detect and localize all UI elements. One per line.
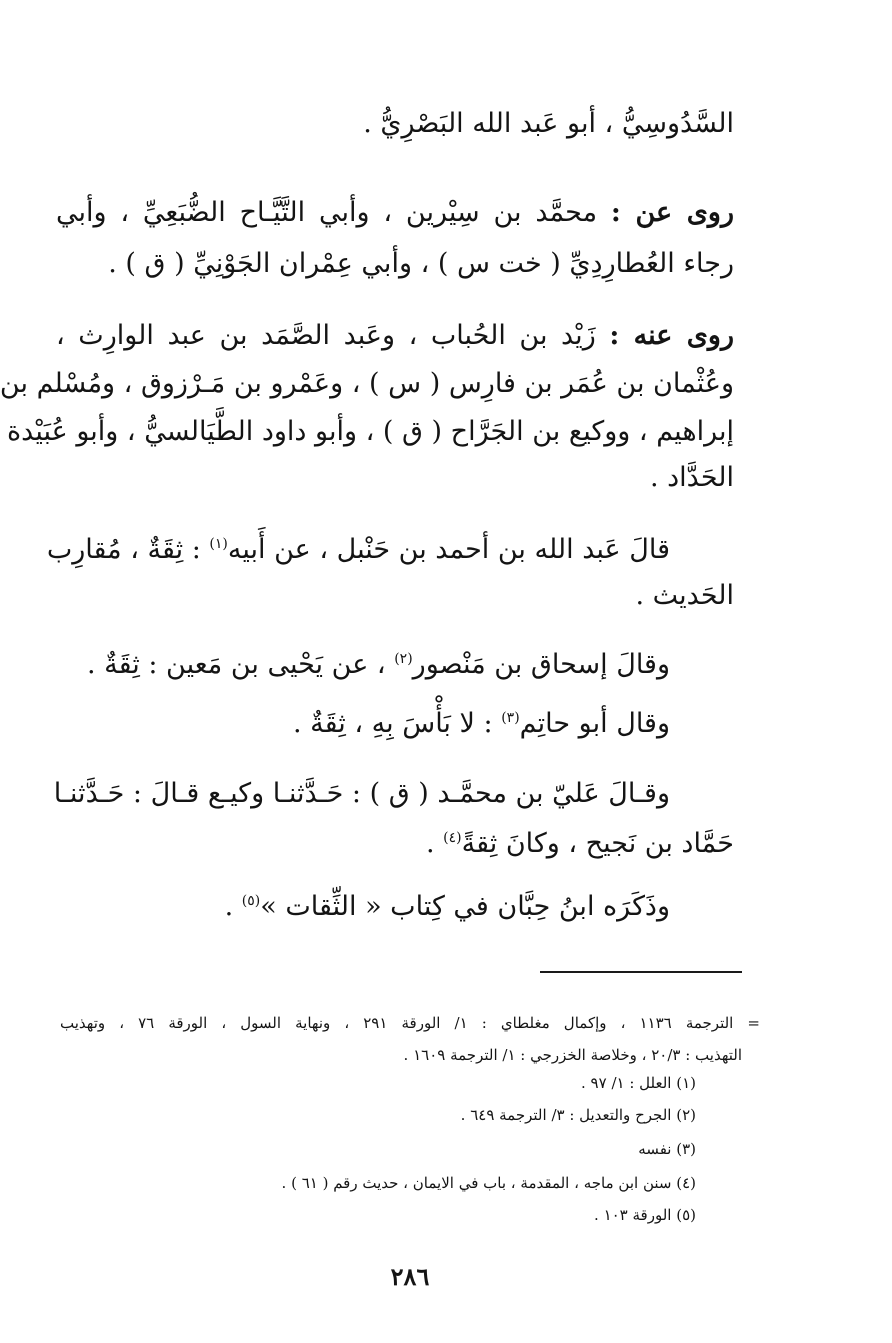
body-line-6: [7, 412, 734, 452]
footnote-3: [638, 1138, 696, 1160]
text: وقالَ إسحاق بن مَنْصور: [412, 649, 670, 680]
footnote-1: [581, 1072, 696, 1094]
body-line-3: [108, 244, 734, 284]
text: رجاء العُطارِدِيِّ ( خت س ) ، وأبي عِمْران الجَوْنِيِّ ( ق ) .: [108, 248, 734, 279]
text: ، عن يَحْيى بن مَعين : ثِقَةٌ .: [86, 649, 395, 680]
text: .: [425, 828, 444, 859]
riwaya-an-label: روى عن :: [610, 197, 735, 228]
text: زَيْد بن الحُباب ، وعَبد الصَّمَد بن عبد الوارِث ،: [56, 320, 596, 351]
text: وقـالَ عَليّ بن محمَّـد ( ق ) : حَـدَّثنـا وكيـع قـالَ : حَـدَّثنـا: [53, 778, 670, 809]
body-line-7: [650, 458, 734, 498]
text: الحَديث .: [635, 580, 734, 611]
body-line-11: [293, 704, 670, 744]
body-line-5: [0, 364, 734, 404]
body-line-14: [225, 887, 670, 927]
text: (٣) نفسه: [638, 1140, 696, 1158]
footnote-continuation-line-1: [60, 1012, 760, 1034]
text: التهذيب : ٢٠/٣ ، وخلاصة الخزرجي : ١/ الترجمة ١٦٠٩ .: [403, 1046, 742, 1064]
footnote-separator: [540, 971, 742, 973]
footnote-ref-5: (٥): [241, 893, 261, 909]
footnote-ref-1: (١): [209, 536, 228, 552]
body-line-9: [635, 576, 734, 616]
text: وقال أبو حاتِم: [519, 708, 670, 739]
body-line-13: [426, 824, 734, 864]
text: (٢) الجرح والتعديل : ٣/ الترجمة ٦٤٩ .: [460, 1106, 696, 1124]
text: حَمَّاد بن نَجيح ، وكانَ ثِقةً: [461, 828, 734, 859]
text: وذَكَرَه ابنُ حِبَّان في كِتاب « الثِّقات »: [260, 891, 670, 922]
text: : ثِقَةٌ ، مُقارِب: [46, 534, 210, 565]
footnote-5: [594, 1204, 696, 1226]
text: إبراهيم ، ووكيع بن الجَرَّاح ( ق ) ، وأبو داود الطَّيَالسيُّ ، وأبو عُبَيْدة: [7, 416, 734, 447]
footnote-2: [461, 1104, 696, 1126]
riwaya-anhu-label: روى عنه :: [609, 320, 734, 351]
text: السَّدُوسِيُّ ، أبو عَبد الله البَصْرِيُّ .: [363, 108, 734, 139]
text: .: [224, 891, 242, 922]
footnote-ref-4: (٤): [443, 830, 462, 846]
body-line-4: [56, 316, 734, 356]
text: الحَدَّاد .: [649, 462, 734, 493]
text: (١) العلل : ١/ ٩٧ .: [581, 1074, 696, 1092]
body-line-8: [46, 530, 670, 570]
body-line-12: [53, 774, 670, 814]
text: = الترجمة ١١٣٦ ، وإكمال مغلطاي : ١/ الورقة ٢٩١ ، ونهاية السول ، الورقة ٧٦ ، وتهذيب: [60, 1014, 760, 1032]
footnote-4: [282, 1172, 696, 1194]
footnote-ref-2: (٢): [394, 651, 413, 667]
footnote-ref-3: (٣): [501, 710, 520, 726]
text: (٥) الورقة ١٠٣ .: [594, 1206, 696, 1224]
body-line-2: [56, 193, 734, 233]
body-line-1: [363, 104, 734, 144]
body-line-10: [87, 645, 670, 685]
text: محمَّد بن سِيْرين ، وأبي التَّيَّـاح الضُّبَعِيِّ ، وأبي: [56, 197, 598, 228]
text: قالَ عَبد الله بن أحمد بن حَنْبل ، عن أَبيه: [227, 534, 670, 565]
text: (٤) سنن ابن ماجه ، المقدمة ، باب في الايمان ، حديث رقم ( ٦١ ) .: [281, 1174, 696, 1192]
footnote-continuation-line-2: [404, 1044, 742, 1066]
text: : لا بَأْسَ بِهِ ، ثِقَةٌ .: [292, 708, 502, 739]
text: وعُثْمان بن عُمَر بن فارِس ( س ) ، وعَمْرو بن مَـرْزوق ، ومُسْلم بن: [0, 368, 734, 399]
page-number: ٢٨٦: [390, 1262, 430, 1291]
